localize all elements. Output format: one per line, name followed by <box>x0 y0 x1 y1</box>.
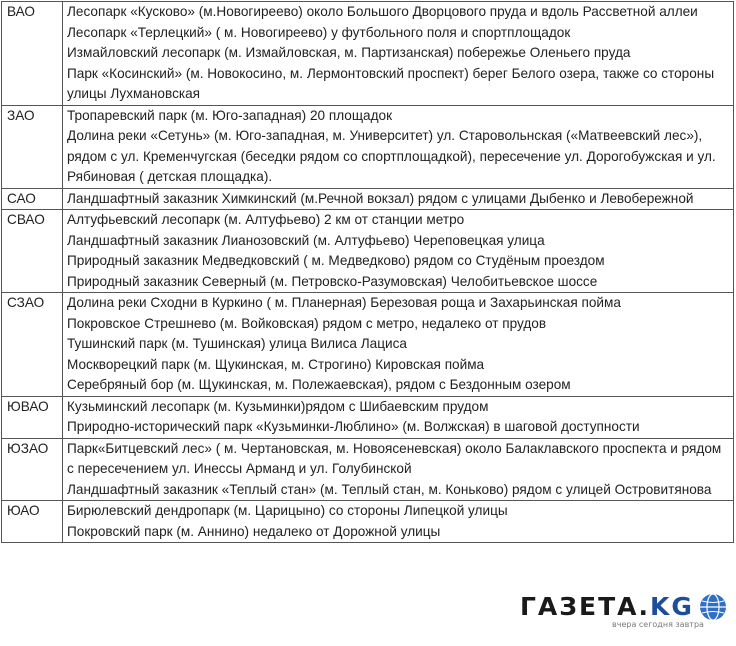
place-entry: Лесопарк «Кусково» (м.Новогиреево) около Большого Дворцового пруда и вдоль Рассветной аллеи <box>67 4 698 19</box>
table-row <box>2 2 734 106</box>
place-entry: Кузьминский лесопарк (м. Кузьминки)рядом с Шибаевским прудом <box>67 398 489 414</box>
district-cell: ЮАО <box>2 501 63 543</box>
logo-suffix: KG <box>650 592 694 621</box>
places-cell <box>63 105 734 188</box>
place-entry: Ландшафтный заказник «Теплый стан» (м. Теплый стан, м. Коньково) рядом с улицей Островитянова <box>67 481 712 497</box>
place-entry: Лесопарк «Терлецкий» ( м. Новогиреево) у футбольного поля и спортплощадок <box>67 24 571 40</box>
places-cell <box>63 501 734 543</box>
place-entry: Алтуфьевский лесопарк (м. Алтуфьево) 2 км от станции метро <box>67 212 465 227</box>
district-cell: СЗАО <box>2 293 63 397</box>
district-cell: ЮВАО <box>2 396 63 438</box>
place-entry: Бирюлевский дендропарк (м. Царицыно) со стороны Липецкой улицы <box>67 503 508 518</box>
logo-tagline: вчера сегодня завтра <box>612 620 704 629</box>
district-cell: ЗАО <box>2 105 63 188</box>
district-cell: ВАО <box>2 2 63 106</box>
place-entry: Тропаревский парк (м. Юго-западная) 20 площадок <box>67 107 393 123</box>
place-entry: Ландшафтный заказник Химкинский (м.Речной вокзал) рядом с улицами Дыбенко и Левобережной <box>67 190 694 206</box>
place-entry: Москворецкий парк (м. Щукинская, м. Строгино) Кировская пойма <box>67 356 485 372</box>
logo-dot: . <box>638 592 651 621</box>
table-row <box>2 438 734 501</box>
place-entry: Серебряный бор (м. Щукинская, м. Полежаевская), рядом с Бездонным озером <box>67 377 571 392</box>
place-entry: Природный заказник Медведковский ( м. Медведково) рядом со Студёным проездом <box>67 253 605 268</box>
place-entry: Тушинский парк (м. Тушинская) улица Вилиса Лациса <box>67 336 407 351</box>
places-cell <box>63 188 734 210</box>
place-entry: Природный заказник Северный (м. Петровско-Разумовская) Челобитьевское шоссе <box>67 273 598 289</box>
place-entry: Покровский парк (м. Аннино) недалеко от Дорожной улицы <box>67 523 441 539</box>
places-cell <box>63 210 734 293</box>
district-cell: СВАО <box>2 210 63 293</box>
table-row <box>2 105 734 188</box>
place-entry: Измайловский лесопарк (м. Измайловская, м. Партизанская) побережье Оленьего пруда <box>67 45 631 60</box>
place-entry: Покровское Стрешнево (м. Войковская) рядом с метро, недалеко от прудов <box>67 315 547 331</box>
gazeta-logo <box>520 592 694 621</box>
district-cell: ЮЗАО <box>2 438 63 501</box>
place-entry: Долина реки Сходни в Куркино ( м. Планерная) Березовая роща и Захарьинская пойма <box>67 295 621 310</box>
logo-main-text: ГАЗЕТА <box>520 592 639 621</box>
table-row <box>2 210 734 293</box>
places-cell <box>63 2 734 106</box>
table-row <box>2 396 734 438</box>
district-cell: САО <box>2 188 63 210</box>
place-entry: Ландшафтный заказник Лианозовский (м. Алтуфьево) Череповецкая улица <box>67 232 545 248</box>
parks-table <box>1 1 734 543</box>
parks-table-body <box>2 2 734 543</box>
places-cell <box>63 438 734 501</box>
places-cell <box>63 293 734 397</box>
table-row <box>2 293 734 397</box>
globe-icon <box>698 592 728 622</box>
place-entry: Парк «Косинский» (м. Новокосино, м. Лермонтовский проспект) берег Белого озера, также со стороны улицы Лухмановская <box>67 65 715 101</box>
place-entry: Долина реки «Сетунь» (м. Юго-западная, м. Университет) ул. Старовольнская («Матвеевский лес»), рядом с ул. Кременчугская (беседки рядом со спортплощадкой), пересечение ул. Дорогобужская и ул. Рябиновая ( детская площадка). <box>67 128 716 184</box>
place-entry: Природно-исторический парк «Кузьминки-Люблино» (м. Волжская) в шаговой доступности <box>67 419 640 434</box>
place-entry: Парк«Битцевский лес» ( м. Чертановская, м. Новоясеневская) около Балаклавского проспекта и рядом с пересечением ул. Инессы Арманд и ул. Голубинской <box>67 440 722 476</box>
places-cell <box>63 396 734 438</box>
table-row <box>2 501 734 543</box>
table-row <box>2 188 734 210</box>
gazeta-kg-watermark <box>512 586 736 634</box>
